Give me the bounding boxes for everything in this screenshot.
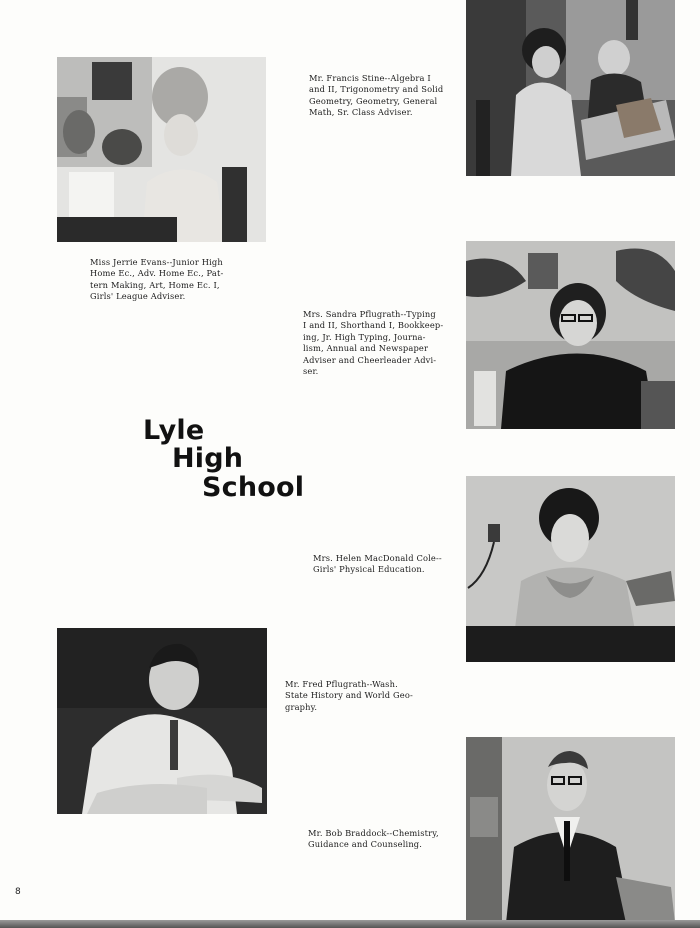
photo-bob-braddock (466, 737, 675, 923)
caption-bob-braddock: Mr. Bob Braddock--Chemistry, Guidance and Counseling. (308, 828, 439, 850)
photo-sandra-pflugrath (466, 241, 675, 429)
title-line-high: High (172, 443, 244, 474)
title-line-school: School (202, 472, 305, 503)
page-number: 8 (15, 887, 21, 897)
photo-fred-pflugrath (57, 628, 267, 814)
title-line-lyle: Lyle (143, 415, 205, 446)
page-bottom-edge (0, 920, 700, 928)
caption-jerrie-evans: Miss Jerrie Evans--Junior High Home Ec., Adv. Home Ec., Pat- tern Making, Art, Home Ec. I, Girls' League Adviser. (90, 257, 224, 302)
photo-francis-stine (466, 0, 675, 176)
photo-helen-macdonald-cole (466, 476, 675, 662)
caption-francis-stine: Mr. Francis Stine--Algebra I and II, Trigonometry and Solid Geometry, Geometry, General Math, Sr. Class Adviser. (309, 73, 444, 118)
photo-jerrie-evans (57, 57, 266, 242)
caption-fred-pflugrath: Mr. Fred Pflugrath--Wash. State History and World Geo- graphy. (285, 679, 413, 712)
caption-helen-macdonald-cole: Mrs. Helen MacDonald Cole-- Girls' Physical Education. (313, 553, 442, 575)
caption-sandra-pflugrath: Mrs. Sandra Pflugrath--Typing I and II, Shorthand I, Bookkeep- ing, Jr. High Typing, Journa- lism, Annual and Newspaper Adviser and Cheerleader Advi- ser. (303, 309, 444, 377)
